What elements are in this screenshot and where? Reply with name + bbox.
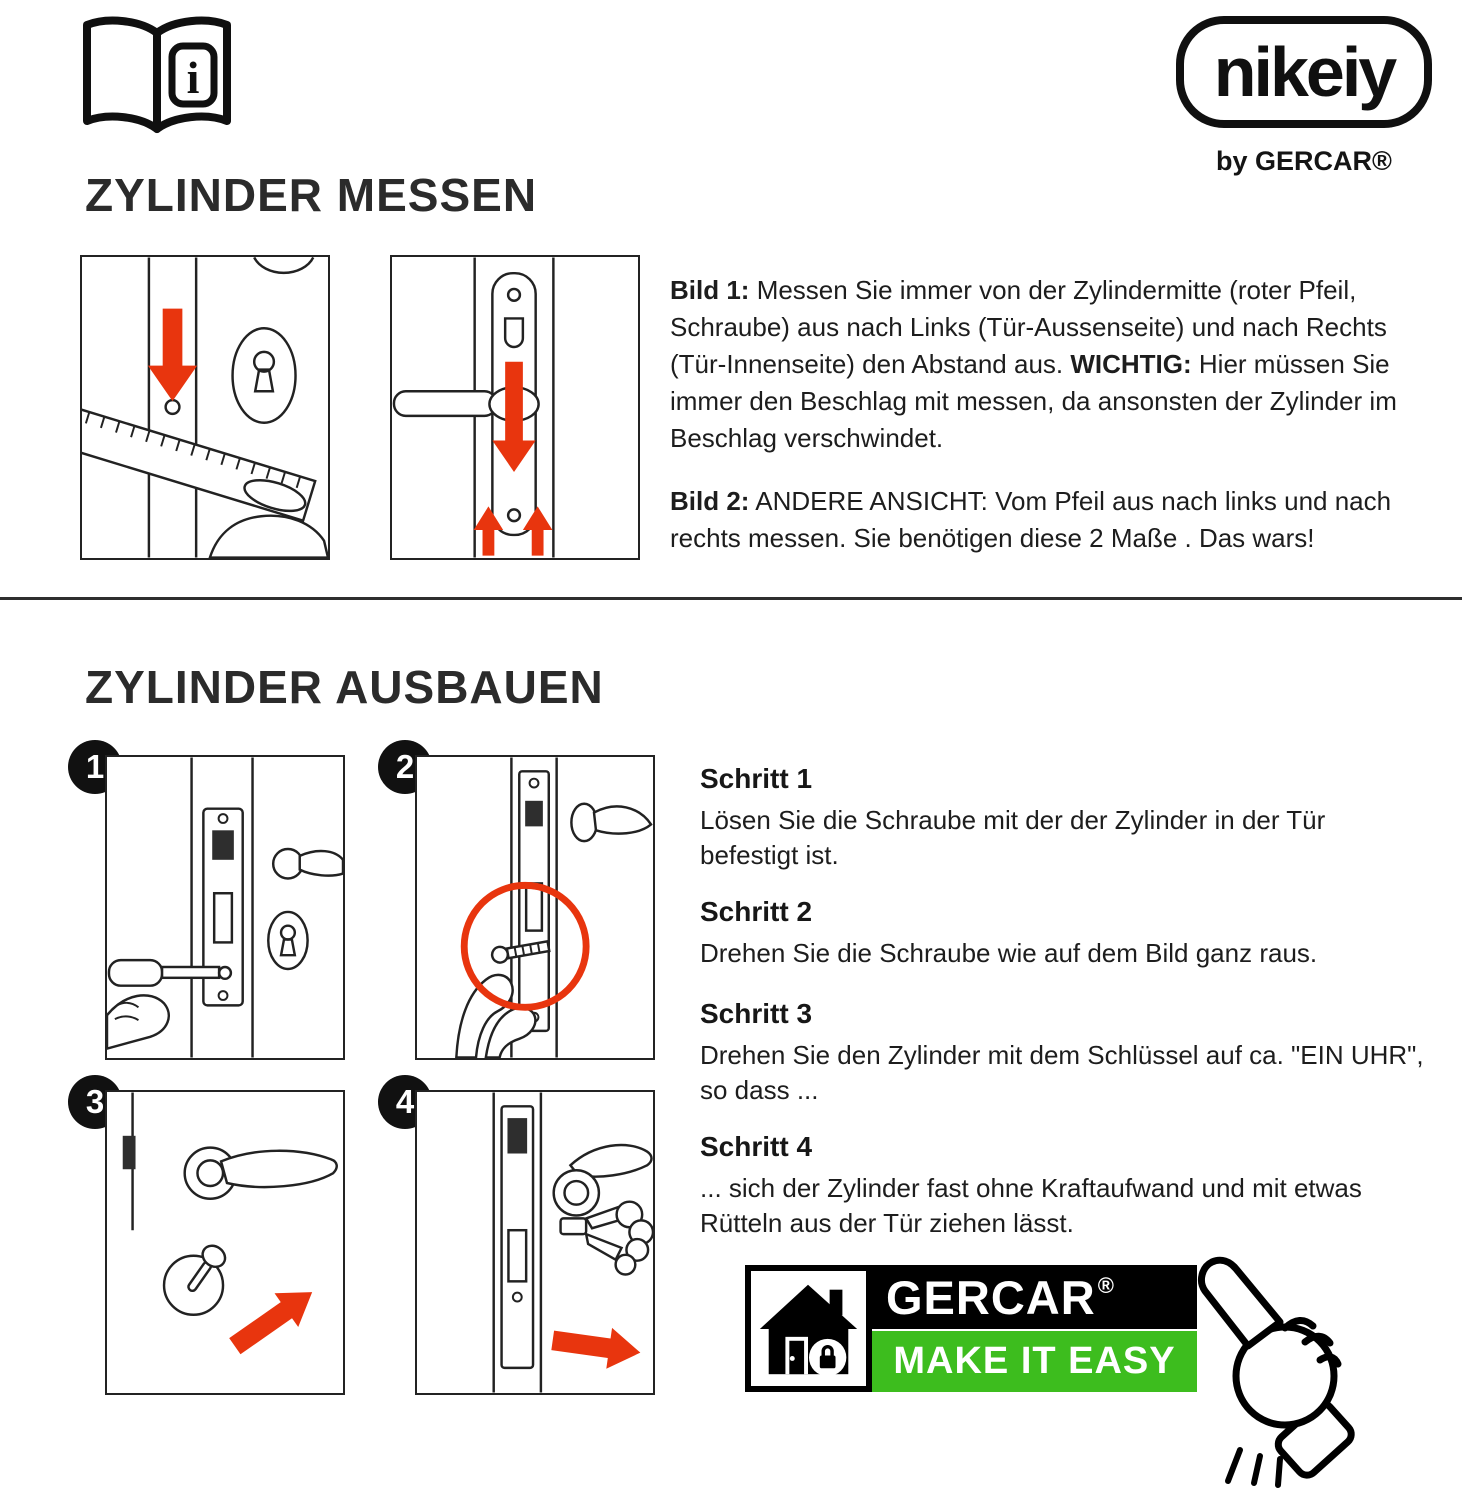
bild2-label: Bild 2: [670, 486, 750, 516]
gercar-house-logo [745, 1265, 872, 1392]
section-divider [0, 597, 1462, 600]
wichtig-label: WICHTIG: [1070, 349, 1192, 379]
bild1-label: Bild 1: [670, 275, 750, 305]
handle-rosette [554, 1170, 599, 1215]
brand-name: nikeiy [1213, 33, 1395, 111]
manual-book-icon [72, 6, 242, 146]
step-badge-2: 2 [378, 740, 432, 794]
door-handle [594, 806, 651, 833]
step-1-text: Lösen Sie die Schraube mit der der Zylinder in der Tür befestigt ist. [700, 805, 1326, 870]
step-badge-4: 4 [378, 1075, 432, 1129]
bild1-illustration-measuring [80, 255, 330, 560]
step-3-text: Drehen Sie den Zylinder mit dem Schlüssel auf ca. "EIN UHR", so dass ... [700, 1040, 1424, 1105]
registered-mark: ® [1097, 1273, 1115, 1298]
step-3-label: Schritt 3 [700, 998, 813, 1029]
gercar-wordmark: GERCAR ® [872, 1265, 1197, 1329]
red-arrow-upright-icon [223, 1275, 324, 1363]
step-1-label: Schritt 1 [700, 763, 813, 794]
pointing-hand-icon [1188, 1254, 1358, 1489]
section-title-ausbauen: ZYLINDER AUSBAUEN [85, 661, 604, 713]
door-handle [394, 391, 496, 416]
red-arrow-right-icon [550, 1320, 643, 1373]
step-2-label: Schritt 2 [700, 896, 813, 927]
step-badge-3: 3 [68, 1075, 122, 1129]
step-2-text: Drehen Sie die Schraube wie auf dem Bild ganz raus. [700, 938, 1318, 968]
nikeiy-logo [1176, 16, 1432, 128]
door-handle [221, 1151, 337, 1187]
step-3-text-block [700, 998, 1425, 1108]
red-arrow-down-icon [148, 309, 197, 401]
bild2-paragraph: Bild 2: ANDERE ANSICHT: Vom Pfeil aus nach links und nach rechts messen. Sie benötigen diese 2 Maße . Das wars! [670, 486, 1392, 553]
house-lock-icon [752, 1272, 865, 1385]
bild1-paragraph: Bild 1: Messen Sie immer von der Zylindermitte (roter Pfeil, Schraube) aus nach Links (Tür-Aussenseite) und nach Rechts (Tür-Innenseite) den Abstand aus. WICHTIG: Hier müssen Sie immer den Beschlag mit messen, da ansonsten der Zylinder im Beschlag verschwindet. [670, 275, 1397, 453]
step-4-text-block [700, 1131, 1425, 1241]
bild2-illustration-plate [390, 255, 640, 560]
brand-byline: by GERCAR® [1216, 146, 1392, 176]
svg-text:i: i [186, 52, 200, 103]
hand-holding-screwdriver [107, 995, 169, 1048]
step-badge-1: 1 [68, 740, 122, 794]
handle-rosette [273, 849, 303, 879]
section-title-messen: ZYLINDER MESSEN [85, 169, 538, 221]
step-1-text-block [700, 763, 1425, 873]
step3-illustration-key-turn [105, 1090, 345, 1395]
step-2-text-block [700, 896, 1425, 971]
step1-illustration-screwdriver [105, 755, 345, 1060]
messen-description [670, 272, 1430, 557]
step2-illustration-screw-removal [415, 755, 655, 1060]
step-4-label: Schritt 4 [700, 1131, 813, 1162]
step4-illustration-cylinder-pull [415, 1090, 655, 1395]
step-4-text: ... sich der Zylinder fast ohne Kraftaufwand und mit etwas Rütteln aus der Tür ziehen lässt. [700, 1173, 1362, 1238]
gercar-tagline: MAKE IT EASY [872, 1331, 1197, 1392]
